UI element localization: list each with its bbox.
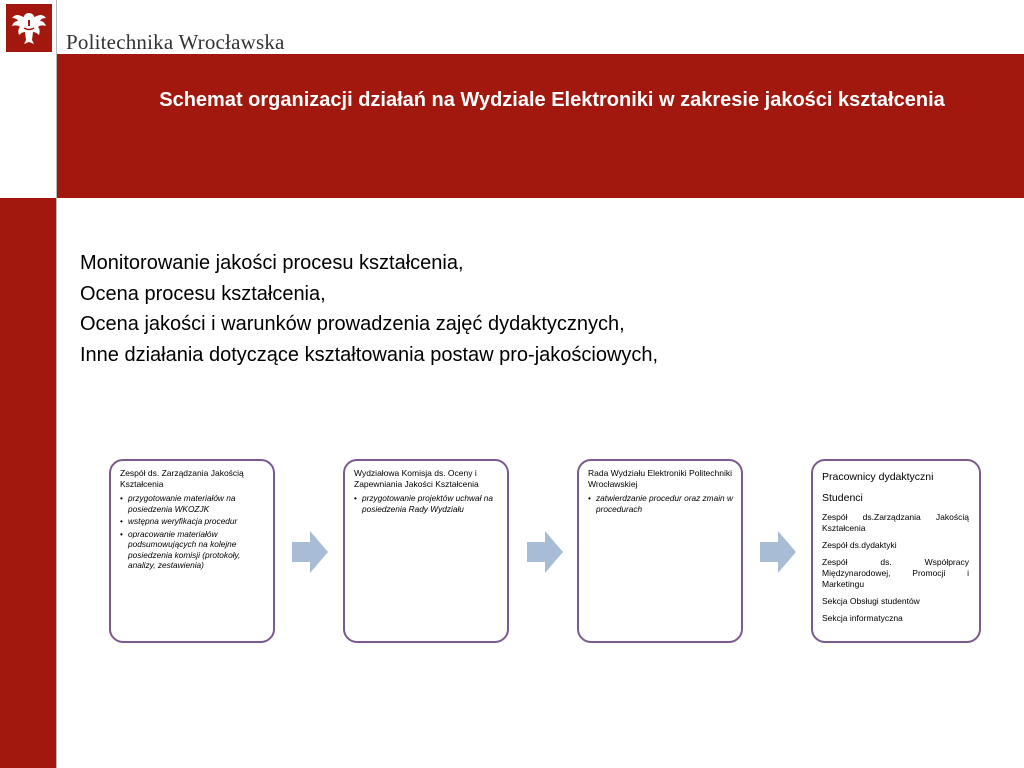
flow-box-heading: Pracownicy dydaktyczni [822,471,934,483]
flow-box-quality-team [109,459,275,643]
eagle-emblem-icon [6,4,52,52]
flow-box-line: Zespół ds. Współpracy Międzynarodowej, Promocji i Marketingu [822,557,969,589]
flow-box-bullets [120,493,265,571]
bullet-points [80,248,980,370]
point-item: Inne działania dotyczące kształtowania postaw pro-jakościowych, [80,343,659,366]
brand-name: Politechnika Wrocławska [66,30,285,54]
flow-box-heading: Zespół ds. Zarządzania Jakością Kształcenia [120,468,244,489]
flow-box-staff-students [811,459,981,643]
flow-box-faculty-commission [343,459,509,643]
right-arrow-icon [760,531,796,573]
slide-title: Schemat organizacji działań na Wydziale Elektroniki w zakresie jakości kształcenia [159,89,945,111]
flow-box-line: Zespół ds.Zarządzania Jakością Kształcenia [822,512,969,533]
title-band [57,54,1024,198]
flow-box-faculty-council [577,459,743,643]
flow-box-bullets [588,493,733,514]
point-item: Ocena jakości i warunków prowadzenia zajęć dydaktycznych, [80,313,625,335]
flow-box-heading: Studenci [822,492,863,504]
flow-bullet: • opracowanie materiałów podsumowujących na kolejne posiedzenia komisji (protokoły, analizy, zestawienia) [120,529,265,571]
left-red-strip [0,198,56,768]
flow-box-line: Zespół ds.dydaktyki [822,540,897,550]
flow-bullet: • zatwierdzanie procedur oraz zmain w procedurach [588,493,733,514]
flow-bullet: • przygotowanie materiałów na posiedzenia WKOZJK [120,493,265,514]
flow-box-heading: Rada Wydziału Elektroniki Politechniki Wrocławskiej [588,468,733,489]
flow-box-heading: Wydziałowa Komisja ds. Oceny i Zapewniania Jakości Kształcenia [354,468,479,489]
right-arrow-icon [292,531,328,573]
right-arrow-icon [527,531,563,573]
point-item: Monitorowanie jakości procesu kształcenia, [80,252,464,274]
flow-box-line: Sekcja Obsługi studentów [822,596,920,606]
flow-bullet: • wstępna weryfikacja procedur [120,516,265,527]
flow-box-bullets [354,493,499,514]
flow-bullet: • przygotowanie projektów uchwał na posiedzenia Rady Wydziału [354,493,499,514]
flow-box-line: Sekcja informatyczna [822,613,903,623]
point-item: Ocena procesu kształcenia, [80,282,326,305]
